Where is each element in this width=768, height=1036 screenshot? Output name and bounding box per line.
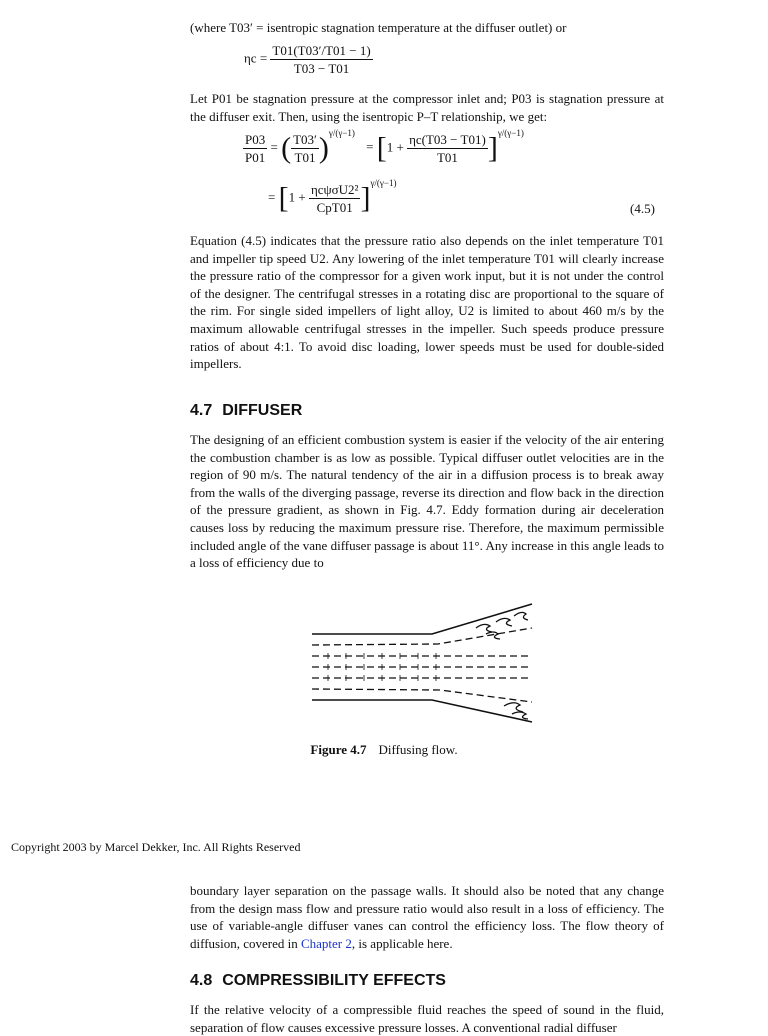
eq-lhs: ηc = bbox=[244, 50, 268, 66]
bracket-fraction bbox=[407, 133, 488, 164]
figure-caption-text: Diffusing flow. bbox=[378, 742, 458, 757]
temperature-ratio-fraction bbox=[291, 133, 319, 164]
efficiency-equation bbox=[244, 44, 373, 75]
upper-wall bbox=[312, 604, 532, 634]
section-number: 4.7 bbox=[190, 402, 213, 419]
paragraph-diffuser: The designing of an efficient combustion system is easier if the velocity of the air entering the combustion chamber is as low as possible. Typical diffuser outlet velocities are in the region of 90 m/s. The natural tendency of the air in a diffusion process is to break away from the walls of the diverging passage, reverse its direction and flow back in the direction of the pressure gradient, as shown in Fig. 4.7. Eddy formation during air deceleration causes loss by reducing the maximum pressure rise. Therefore, the maximum permissible included angle of the vane diffuser passage is about 11°. Any increase in this angle leads to a loss of efficiency due to bbox=[190, 432, 664, 571]
eq-numerator: T01(T03′/T01 − 1) bbox=[272, 43, 371, 58]
equation-4-5: = [1 + $\frac{\text{ηcψσU2²}}{\text{CpT01}}$ ]$^{\gamma/(\gamma-1)}$ bbox=[268, 178, 397, 215]
section-heading-4-8 bbox=[190, 972, 446, 990]
eq45-denominator: CpT01 bbox=[316, 200, 353, 215]
t01-label: T01 bbox=[294, 150, 316, 165]
paragraph-pressure: Let P01 be stagnation pressure at the compressor inlet and; P03 is stagnation pressure at the diffuser exit. Then, using the isentropic P–T relationship, we get: bbox=[190, 91, 664, 124]
copyright-notice: Copyright 2003 by Marcel Dekker, Inc. All Rights Reserved bbox=[11, 840, 301, 854]
pressure-ratio-equation: $\frac{P03}{P01}$ = ( $\frac{T03'}{T01}$ )$^{\gamma/(\gamma-1)}$ = [1 + $\frac{\eta c(T03 - T01)}{T01}$ ]$^{\gamma/(\gamma-1)}$ bbox=[245, 128, 524, 165]
paragraph-compressibility: If the relative velocity of a compressible fluid reaches the speed of sound in the fluid, separation of flow causes excessive pressure losses. A conventional radial diffuser bbox=[190, 1002, 664, 1035]
eq-fraction bbox=[270, 44, 372, 75]
bracket-denominator: T01 bbox=[436, 150, 458, 165]
equation-number: (4.5) bbox=[630, 201, 655, 216]
paragraph-eq45: Equation (4.5) indicates that the pressure ratio also depends on the inlet temperature T01 and impeller tip speed U2. Any lowering of the inlet temperature T01 will clearly increase the pressure ratio of the compressor for a given work input, but it is not under the control of the designer. The centrifugal stresses in a rotating disc are proportional to the square of the rim. For single sided impellers of light alloy, U2 is limited to about 460 m/s by the maximum allowable centrifugal stresses in the impeller. Such speeds produce pressure ratios of about 4:1. To avoid disc loading, lower speeds must be used for double-sided impellers. bbox=[190, 233, 664, 372]
boundary-text-end: , is applicable here. bbox=[351, 935, 453, 951]
figure-caption bbox=[0, 742, 768, 758]
eq45-exponent: γ/(γ−1) bbox=[370, 178, 397, 188]
bracket-numerator: ηc(T03 − T01) bbox=[409, 132, 486, 147]
lower-wall bbox=[312, 700, 532, 722]
flow-ticks bbox=[328, 653, 436, 681]
diffusing-flow-figure bbox=[300, 598, 550, 728]
eq-denominator: T03 − T01 bbox=[293, 61, 350, 76]
figure-label: Figure 4.7 bbox=[310, 742, 367, 757]
chapter-2-link[interactable]: Chapter 2 bbox=[300, 935, 352, 951]
p01-label: P01 bbox=[245, 150, 266, 165]
p03-label: P03 bbox=[245, 132, 266, 147]
eq45-fraction bbox=[309, 183, 361, 214]
eq45-numerator: ηcψσU2² bbox=[310, 182, 359, 197]
section-title: DIFFUSER bbox=[222, 402, 303, 419]
exponent-2: γ/(γ−1) bbox=[497, 128, 524, 138]
eddies bbox=[476, 612, 528, 719]
section-heading-4-7 bbox=[190, 402, 302, 420]
exponent-1: γ/(γ−1) bbox=[328, 128, 355, 138]
boundary-text: boundary layer separation on the passage walls. It should also be noted that any change from the design mass flow and pressure ratio would also result in a loss of efficiency. The use of variable-angle diffuser vanes can control the efficiency loss. The flow theory of diffusion, covered in bbox=[190, 883, 664, 951]
pressure-ratio-fraction bbox=[243, 133, 267, 164]
t03-label: T03′ bbox=[293, 132, 317, 147]
paragraph-boundary bbox=[190, 882, 664, 952]
section-title: COMPRESSIBILITY EFFECTS bbox=[222, 972, 446, 989]
intro-line: (where T03′ = isentropic stagnation temperature at the diffuser outlet) or bbox=[190, 20, 567, 35]
section-number: 4.8 bbox=[190, 972, 213, 989]
